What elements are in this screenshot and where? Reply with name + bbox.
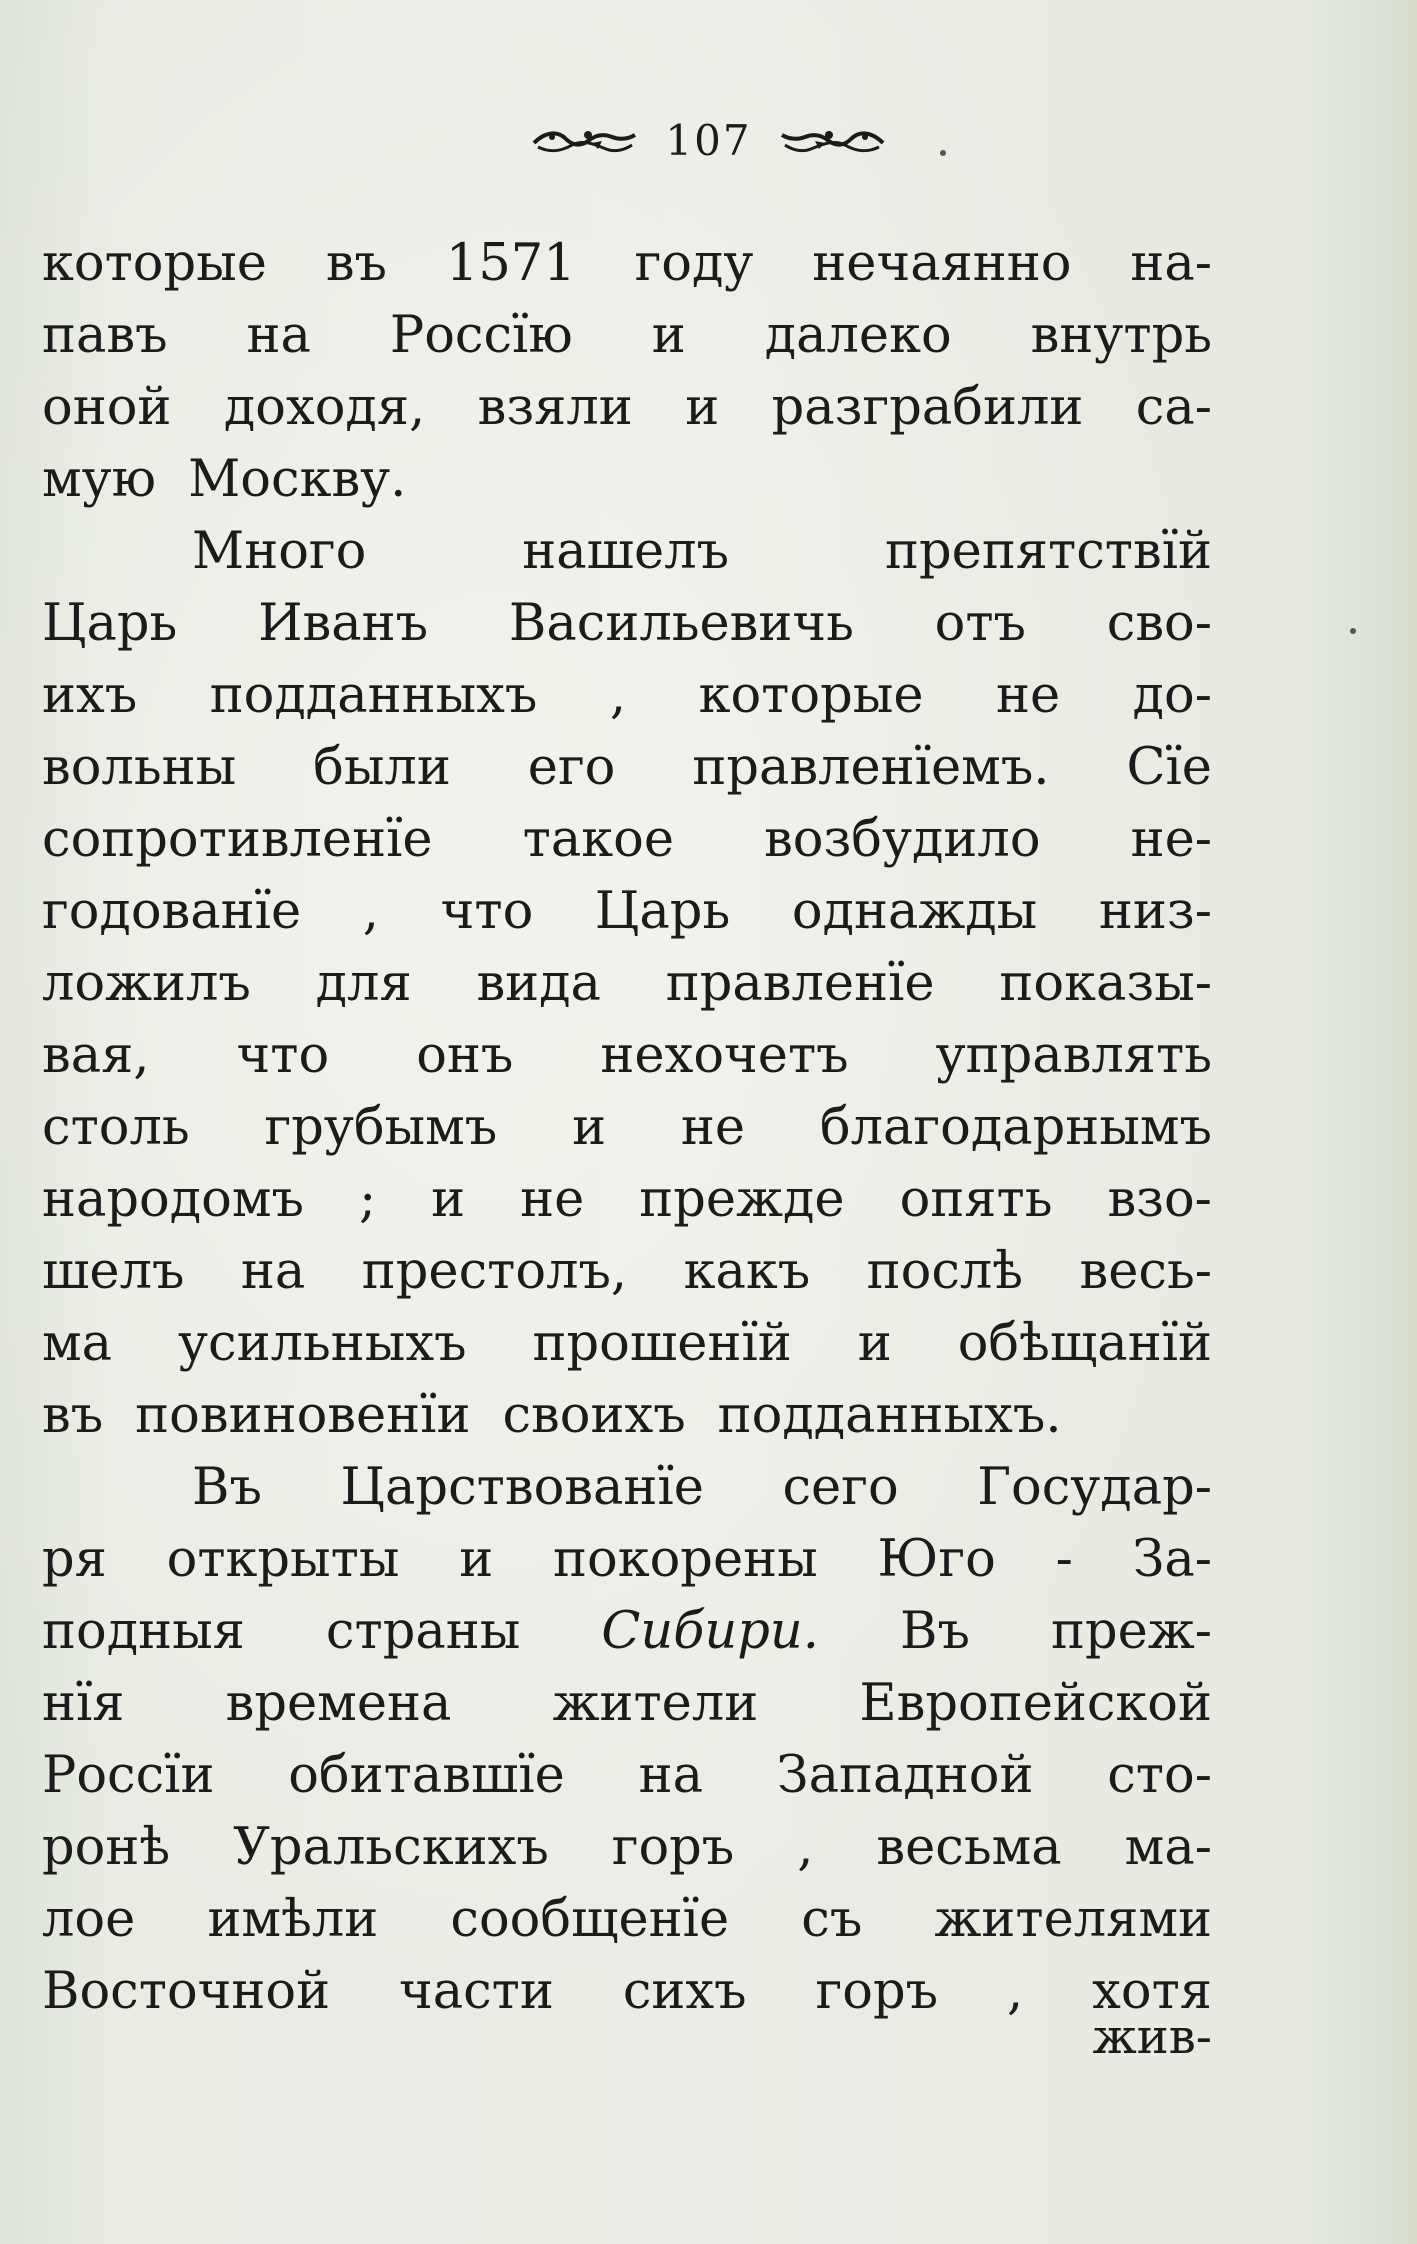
word: какъ <box>683 1242 811 1301</box>
word: времена <box>225 1674 452 1733</box>
word: Много <box>192 522 367 581</box>
word: правленїе <box>665 954 935 1013</box>
word: его <box>527 738 616 797</box>
word: повиновенїи <box>135 1386 471 1445</box>
word: За- <box>1132 1530 1212 1589</box>
word: Москву. <box>188 450 407 509</box>
word: разграбили <box>771 378 1084 437</box>
word: ложилъ <box>42 954 251 1013</box>
word: Юго <box>877 1530 996 1589</box>
word: и <box>857 1314 892 1373</box>
body-text <box>42 228 1212 2028</box>
word: которые <box>698 666 924 725</box>
word: не <box>520 1170 585 1229</box>
word: прежде <box>639 1170 845 1229</box>
word: своихъ <box>502 1386 686 1445</box>
paper-speck <box>940 150 946 156</box>
word: и <box>572 1098 607 1157</box>
word: народомъ <box>42 1170 304 1229</box>
word: управлять <box>935 1026 1212 1085</box>
word: Иванъ <box>258 594 429 653</box>
word: внутрь <box>1030 306 1212 365</box>
word: столь <box>42 1098 190 1157</box>
word: имѣли <box>207 1890 379 1949</box>
word: Восточной <box>42 1962 331 2021</box>
text-line <box>42 1596 1212 1668</box>
word: страны <box>325 1602 521 1661</box>
text-line <box>42 1740 1212 1812</box>
word: Европейской <box>859 1674 1212 1733</box>
word: для <box>315 954 412 1013</box>
text-line <box>42 1812 1212 1884</box>
word: жителями <box>934 1890 1212 1949</box>
paper-speck <box>1350 628 1356 634</box>
word: не <box>995 666 1061 725</box>
word: показы- <box>999 954 1212 1013</box>
text-line <box>42 516 1212 588</box>
text-line <box>42 1884 1212 1956</box>
text-line <box>42 660 1212 732</box>
word: однажды <box>791 882 1038 941</box>
word: въ <box>325 234 387 293</box>
word: сообщенїе <box>450 1890 730 1949</box>
text-line <box>42 804 1212 876</box>
word: благодарнымъ <box>819 1098 1212 1157</box>
word: низ- <box>1098 882 1212 941</box>
word: ; <box>358 1170 377 1229</box>
word: оной <box>42 378 172 437</box>
word: части <box>399 1962 554 2021</box>
word: не <box>680 1098 746 1157</box>
word: онъ <box>416 1026 514 1085</box>
word: обѣщанїй <box>957 1314 1212 1373</box>
text-line <box>42 1524 1212 1596</box>
word: Россїи <box>42 1746 215 1805</box>
word: такое <box>522 810 675 869</box>
word: и <box>685 378 720 437</box>
word: подданныхъ. <box>717 1386 1062 1445</box>
text-line <box>42 372 1212 444</box>
word: Царь <box>42 594 178 653</box>
right-ornament-icon <box>780 123 885 157</box>
word: горъ <box>815 1962 939 2021</box>
text-line <box>42 732 1212 804</box>
word: нехочетъ <box>600 1026 849 1085</box>
word: сопротивленїе <box>42 810 433 869</box>
word: хотя <box>1092 1962 1212 2021</box>
word: препятствїй <box>885 522 1212 581</box>
text-line <box>42 1020 1212 1092</box>
word: лое <box>42 1890 136 1949</box>
word: на <box>638 1746 704 1805</box>
text-line <box>42 1164 1212 1236</box>
word: ронѣ <box>42 1818 171 1877</box>
word: Западной <box>776 1746 1034 1805</box>
word: и <box>459 1530 494 1589</box>
word: которые <box>42 234 267 293</box>
word: Уральскихъ <box>233 1818 549 1877</box>
word: вольны <box>42 738 237 797</box>
word: въ <box>42 1386 104 1445</box>
text-line <box>42 228 1212 300</box>
word: Государ- <box>977 1458 1212 1517</box>
word: ря <box>42 1530 107 1589</box>
word: на <box>240 1242 306 1301</box>
word: на <box>246 306 311 365</box>
text-line <box>42 1308 1212 1380</box>
page-header <box>0 110 1417 170</box>
word: Царь <box>594 882 731 941</box>
word: вида <box>476 954 601 1013</box>
word: шелъ <box>42 1242 185 1301</box>
word: престолъ, <box>361 1242 628 1301</box>
word: нїя <box>42 1674 125 1733</box>
word: году <box>634 234 754 293</box>
word: покорены <box>553 1530 818 1589</box>
word: обитавшїе <box>288 1746 565 1805</box>
catchword: жив- <box>1092 2009 1212 2065</box>
text-line <box>42 876 1212 948</box>
text-line <box>42 300 1212 372</box>
word: сво- <box>1106 594 1212 653</box>
word: , <box>797 1818 814 1877</box>
word: на- <box>1130 234 1212 293</box>
word: ма <box>42 1314 113 1373</box>
word: са- <box>1135 378 1212 437</box>
word: горъ <box>611 1818 735 1877</box>
word: до- <box>1132 666 1212 725</box>
text-line <box>42 1452 1212 1524</box>
word: подданныхъ <box>209 666 538 725</box>
word: подныя <box>42 1602 245 1661</box>
word: преж- <box>1051 1602 1212 1661</box>
left-ornament-icon <box>532 123 637 157</box>
word: прошенїй <box>532 1314 792 1373</box>
page-number: 107 <box>665 115 752 165</box>
word: - <box>1055 1530 1073 1589</box>
word: Сибири. <box>601 1602 819 1661</box>
word: взо- <box>1107 1170 1212 1229</box>
word: грубымъ <box>264 1098 498 1157</box>
word: отъ <box>934 594 1026 653</box>
word: Въ <box>192 1458 262 1517</box>
word: вая, <box>42 1026 150 1085</box>
word: , <box>609 666 627 725</box>
text-line <box>42 444 1212 516</box>
word: сто- <box>1107 1746 1212 1805</box>
word: павъ <box>42 306 168 365</box>
word: весьма <box>876 1818 1062 1877</box>
word: и <box>431 1170 466 1229</box>
word: опять <box>899 1170 1053 1229</box>
text-line <box>42 1092 1212 1164</box>
word: Въ <box>900 1602 970 1661</box>
word: жители <box>552 1674 759 1733</box>
word: далеко <box>764 306 952 365</box>
word: доходя, <box>223 378 426 437</box>
word: правленїемъ. <box>692 738 1050 797</box>
word: нашелъ <box>522 522 730 581</box>
word: съ <box>801 1890 863 1949</box>
word: , <box>362 882 379 941</box>
word: , <box>1006 1962 1024 2021</box>
word: ихъ <box>42 666 138 725</box>
word: открыты <box>166 1530 400 1589</box>
text-line <box>42 948 1212 1020</box>
word: возбудило <box>764 810 1041 869</box>
word: Царствованїе <box>340 1458 704 1517</box>
text-line <box>42 1236 1212 1308</box>
word: Россїю <box>389 306 573 365</box>
word: послѣ <box>866 1242 1024 1301</box>
word: были <box>313 738 451 797</box>
word: сего <box>782 1458 899 1517</box>
text-line <box>42 1380 1212 1452</box>
word: сихъ <box>622 1962 747 2021</box>
word: весь- <box>1079 1242 1212 1301</box>
word: 1571 <box>445 234 576 293</box>
word: нечаянно <box>812 234 1072 293</box>
word: мую <box>42 450 157 509</box>
word: что <box>236 1026 330 1085</box>
word: усильныхъ <box>178 1314 467 1373</box>
text-line <box>42 1956 1212 2028</box>
word: Васильевичь <box>508 594 854 653</box>
word: Сїе <box>1126 738 1212 797</box>
word: ма- <box>1124 1818 1212 1877</box>
word: не- <box>1130 810 1212 869</box>
text-line <box>42 1668 1212 1740</box>
word: взяли <box>477 378 633 437</box>
text-line <box>42 588 1212 660</box>
word: и <box>651 306 686 365</box>
word: годованїе <box>42 882 302 941</box>
word: что <box>440 882 534 941</box>
